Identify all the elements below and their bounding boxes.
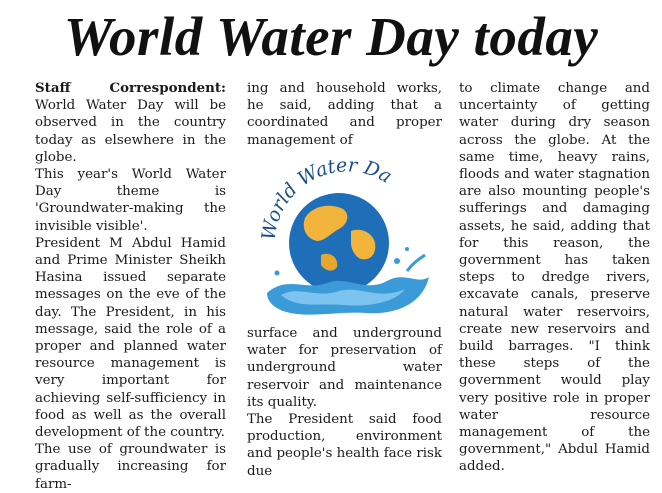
- globe-splash-icon: [247, 143, 442, 323]
- column-2-bottom: [247, 325, 442, 480]
- paragraph-4: The use of groundwater is gradually increasing for farm-: [35, 442, 226, 492]
- column-2-bottom-text-1: surface and underground water for preservation of underground water reservoir and maintenance its quality.: [247, 326, 442, 410]
- column-3: [459, 80, 650, 476]
- world-water-day-illustration: [247, 143, 442, 323]
- headline: World Water Day today: [63, 6, 599, 67]
- column-2: [247, 80, 442, 149]
- byline: Staff Correspondent:: [35, 80, 226, 96]
- column-2-bottom-text-2: The President said food production, environment and people's health face risk due: [247, 412, 442, 479]
- column-3-text: to climate change and uncertainty of getting water during dry season across the globe. At the same time, heavy rains, floods and water stagnation are also mounting people's sufferings and damaging assets, he said, adding that for this reason, the government has taken steps to dredge rivers, excavate canals, preserve natural water reservoirs, create new reservoirs and build barrages. "I think these steps of the government would play very positive role in proper water resource management of the government," Abdul Hamid added.: [459, 81, 650, 475]
- paragraph-1-text: World Water Day will be observed in the country today as elsewhere in the globe.: [35, 98, 226, 165]
- paragraph-2: This year's World Water Day theme is 'Groundwater-making the invisible visible'.: [35, 167, 226, 234]
- paragraph-1: [35, 80, 226, 166]
- paragraph-3: President M Abdul Hamid and Prime Minister Sheikh Hasina issued separate messages on the eve of the day. The President, in his message, said the role of a proper and planned water resource management is very important for achieving self-sufficiency in food as well as the overall development of the country.: [35, 235, 226, 441]
- column-2-top-text: ing and household works, he said, adding that a coordinated and proper management of: [247, 81, 442, 148]
- column-1: [35, 80, 226, 493]
- illustration-text: World Water Da: [257, 154, 396, 242]
